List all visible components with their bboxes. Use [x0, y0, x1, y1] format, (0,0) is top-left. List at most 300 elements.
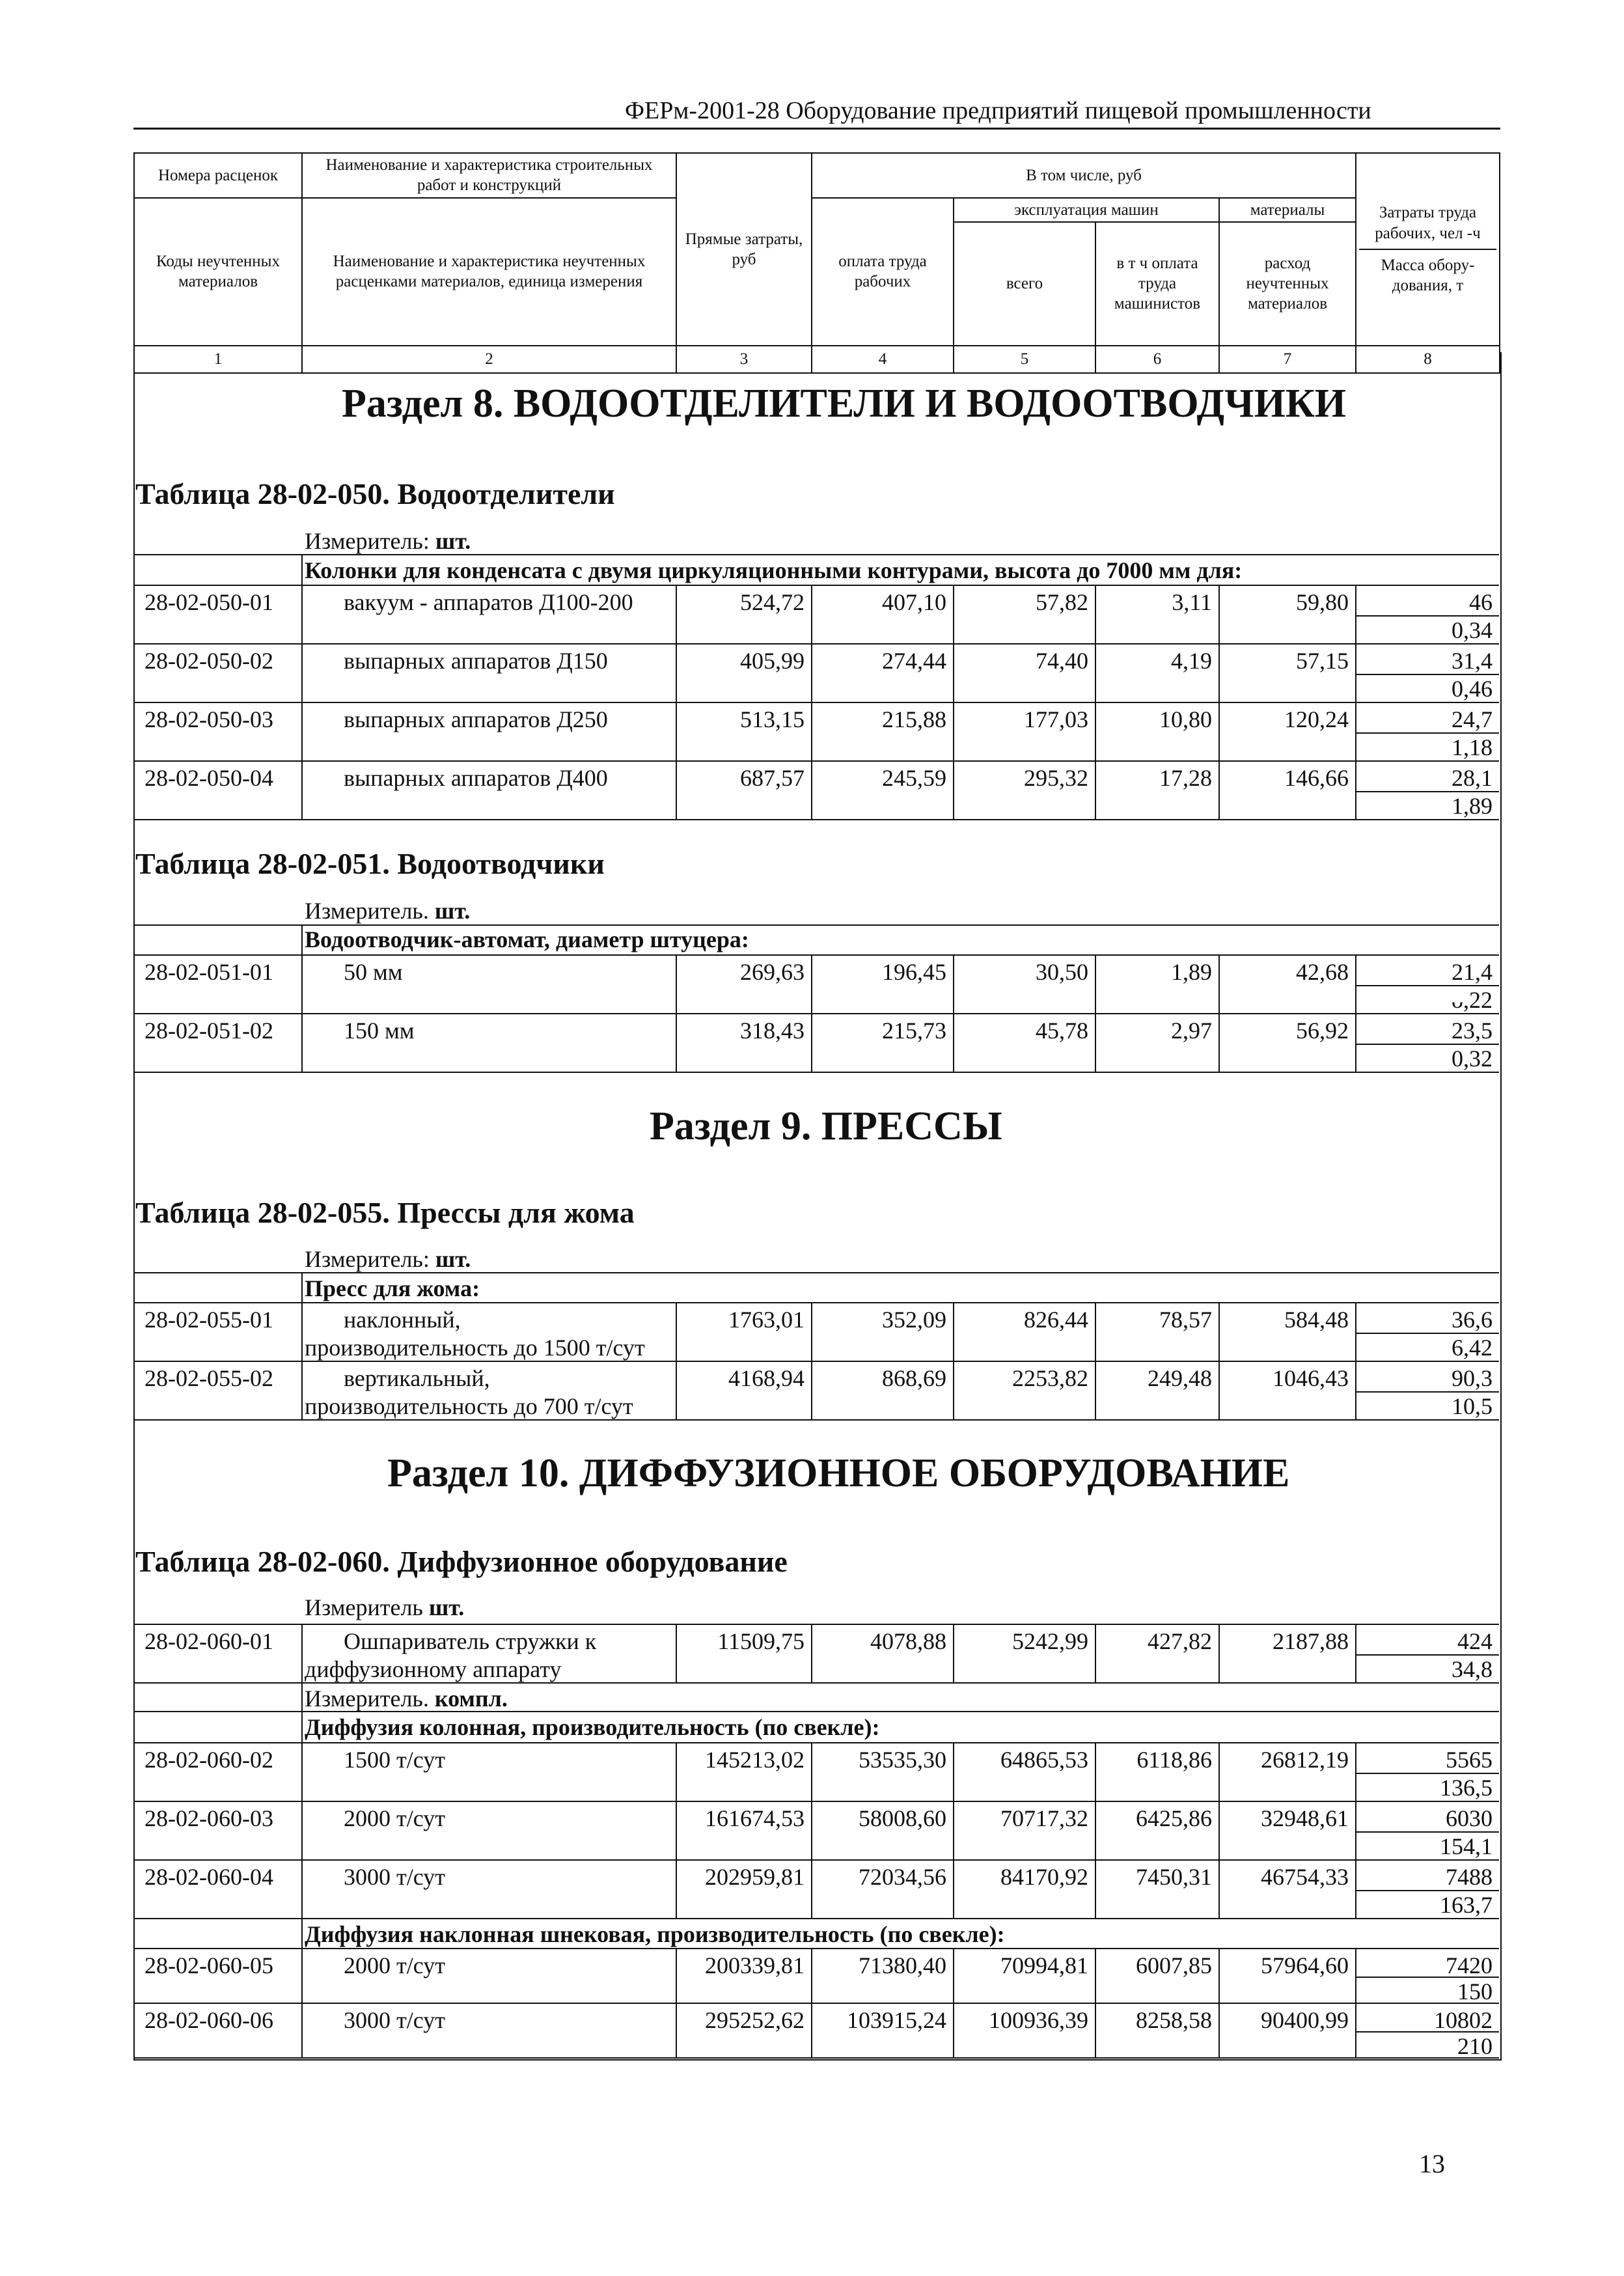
direct-cost: 145213,02 [705, 1747, 805, 1773]
column-rule [301, 643, 303, 702]
column-rule [811, 1859, 812, 1918]
column-rule [1095, 760, 1096, 819]
row-rule [133, 2003, 1499, 2004]
column-rule [811, 1801, 812, 1859]
machine-cost: 70994,81 [1000, 1952, 1088, 1978]
column-rule [953, 1859, 954, 1918]
labor-cost: 352,09 [882, 1307, 946, 1333]
column-rule [1095, 1624, 1096, 1682]
rule [133, 1302, 1499, 1303]
machine-cost: 30,50 [1036, 959, 1088, 985]
machine-cost: 295,32 [1024, 765, 1088, 791]
labor-cost: 58008,60 [859, 1805, 946, 1831]
column-rule [1355, 702, 1356, 760]
column-rule [953, 760, 954, 819]
column-rule [1218, 760, 1220, 819]
column-rule [676, 702, 677, 760]
direct-cost: 202959,81 [705, 1864, 805, 1890]
header-number: 3 [676, 346, 812, 373]
row-rule [133, 819, 1499, 820]
meter-label-text: Измеритель [305, 1594, 429, 1620]
column-rule [811, 1948, 812, 2003]
header-col3: Прямые затраты, руб [676, 153, 812, 346]
machine-cost: 826,44 [1024, 1307, 1088, 1333]
column-rule [676, 1948, 677, 2003]
labor-cost: 53535,30 [859, 1747, 946, 1773]
column-rule [1355, 1801, 1356, 1859]
machine-cost: 5242,99 [1012, 1628, 1088, 1654]
column-rule [676, 1361, 677, 1419]
fraction-rule [1355, 2031, 1499, 2033]
work-name: выпарных аппаратов Д400 [344, 765, 608, 791]
column-rule [301, 1682, 303, 1711]
column-rule [1218, 1859, 1220, 1918]
fraction-rule [1355, 1890, 1499, 1891]
direct-cost: 1763,01 [728, 1307, 805, 1333]
machine-cost: 100936,39 [989, 2007, 1088, 2033]
materials-cost: 2187,88 [1273, 1628, 1349, 1654]
fraction-rule [1355, 985, 1499, 986]
equipment-mass: 210 [1457, 2033, 1493, 2059]
fraction-rule [1355, 791, 1499, 792]
column-rule [301, 1948, 303, 2003]
equipment-mass: 10,5 [1452, 1393, 1493, 1419]
header-number: 6 [1095, 346, 1219, 373]
fraction-rule [1355, 1391, 1499, 1393]
rate-code: 28-02-060-01 [145, 1628, 273, 1654]
column-rule [1218, 643, 1220, 702]
row-rule [133, 1419, 1499, 1421]
operator-cost: 3,11 [1172, 589, 1212, 615]
equipment-mass: 150 [1457, 1978, 1493, 2005]
column-rule [1355, 1948, 1356, 2003]
column-rule [953, 1361, 954, 1419]
operator-cost: 10,80 [1159, 706, 1212, 732]
column-rule [301, 760, 303, 819]
section-title: Раздел 8. ВОДООТДЕЛИТЕЛИ И ВОДООТВОДЧИКИ [342, 382, 1347, 426]
labor-hours: 7420 [1446, 1952, 1493, 1978]
column-rule [301, 2003, 303, 2057]
rate-code: 28-02-051-02 [145, 1018, 273, 1044]
labor-cost: 407,10 [882, 589, 946, 615]
header-col8-top: Затраты труда рабочих, чел -ч [1359, 202, 1496, 250]
labor-cost: 215,88 [882, 706, 946, 732]
operator-cost: 6007,85 [1136, 1952, 1212, 1978]
rule [133, 1742, 1499, 1743]
materials-cost: 57,15 [1296, 648, 1349, 674]
work-name: вакуум - аппаратов Д100-200 [344, 589, 633, 615]
column-rule [301, 1302, 303, 1361]
work-name: 1500 т/сут [344, 1747, 445, 1773]
fraction-rule [1355, 732, 1499, 734]
direct-cost: 269,63 [740, 959, 805, 985]
operator-cost: 6118,86 [1136, 1747, 1212, 1773]
table-title: Таблица 28-02-050. Водоотделители [135, 477, 615, 510]
direct-cost: 200339,81 [705, 1952, 805, 1978]
labor-cost: 71380,40 [859, 1952, 946, 1978]
column-rule [676, 585, 677, 643]
rate-code: 28-02-050-01 [145, 589, 273, 615]
column-rule [1355, 1859, 1356, 1918]
column-rule [811, 1624, 812, 1682]
column-rule [301, 1013, 303, 1072]
materials-cost: 46754,33 [1261, 1864, 1349, 1890]
header-number: 5 [954, 346, 1095, 373]
column-rule [811, 760, 812, 819]
equipment-mass: 34,8 [1452, 1656, 1493, 1682]
rate-code: 28-02-060-05 [145, 1952, 273, 1978]
column-rule [953, 1302, 954, 1361]
machine-cost: 2253,82 [1012, 1365, 1088, 1391]
rate-code: 28-02-050-02 [145, 648, 273, 674]
rule [133, 1948, 1499, 1949]
operator-cost: 6425,86 [1136, 1805, 1212, 1831]
fraction-rule [1355, 1333, 1499, 1334]
column-rule [1218, 1742, 1220, 1801]
labor-hours: 7488 [1446, 1864, 1493, 1890]
direct-cost: 405,99 [740, 648, 805, 674]
rate-code: 28-02-055-02 [145, 1365, 273, 1391]
column-rule [676, 1801, 677, 1859]
column-rule [811, 585, 812, 643]
column-rule [1095, 702, 1096, 760]
labor-hours: 28,1 [1452, 765, 1493, 791]
header-number: 8 [1356, 346, 1500, 373]
rule [133, 1624, 1499, 1625]
row-rule [133, 1361, 1499, 1362]
labor-hours: 10802 [1434, 2007, 1493, 2033]
rate-code: 28-02-055-01 [145, 1307, 273, 1333]
column-rule [301, 1711, 303, 1742]
machine-cost: 74,40 [1036, 648, 1088, 674]
header-incl: В том числе, руб [812, 153, 1356, 198]
row-rule [133, 1801, 1499, 1802]
column-rule [811, 1742, 812, 1801]
column-rule [1218, 1302, 1220, 1361]
column-rule [301, 1272, 303, 1302]
header-machines: эксплуатация машин [954, 198, 1219, 222]
meter-unit: шт. [434, 898, 471, 924]
column-rule [1095, 1361, 1096, 1419]
rate-code: 28-02-060-04 [145, 1864, 273, 1890]
header-col1-bottom: Коды неучтенных материалов [134, 198, 302, 346]
labor-cost: 4078,88 [870, 1628, 946, 1654]
row-rule [133, 702, 1499, 703]
column-rule [1355, 1624, 1356, 1682]
column-rule [953, 1624, 954, 1682]
column-rule [1355, 954, 1356, 1013]
materials-cost: 32948,61 [1261, 1805, 1349, 1831]
column-rule [1095, 1948, 1096, 2003]
equipment-mass: 1,18 [1452, 734, 1493, 760]
column-rule [1095, 1859, 1096, 1918]
column-rule [1218, 702, 1220, 760]
header-col8 [1356, 153, 1500, 346]
work-name: 2000 т/сут [344, 1805, 445, 1831]
fraction-rule [1355, 674, 1499, 675]
column-rule [1218, 1013, 1220, 1072]
labor-hours: 424 [1457, 1628, 1493, 1654]
column-rule [676, 643, 677, 702]
column-rule [953, 585, 954, 643]
machine-cost: 177,03 [1024, 706, 1088, 732]
materials-cost: 120,24 [1284, 706, 1349, 732]
meter-unit: шт. [428, 1594, 465, 1620]
rate-code: 28-02-060-06 [145, 2007, 273, 2033]
header-number: 2 [302, 346, 676, 373]
column-rule [1355, 1361, 1356, 1419]
column-rule [301, 1361, 303, 1419]
column-rule [1355, 643, 1356, 702]
row-rule [133, 1072, 1499, 1073]
labor-cost: 215,73 [882, 1018, 946, 1044]
column-header-table [133, 152, 1500, 374]
direct-cost: 11509,75 [717, 1628, 805, 1654]
group-heading: Пресс для жома: [305, 1275, 480, 1301]
machine-cost: 57,82 [1036, 589, 1088, 615]
column-rule [676, 1624, 677, 1682]
column-rule [301, 1918, 303, 1948]
column-rule [676, 1013, 677, 1072]
work-name: 3000 т/сут [344, 2007, 445, 2033]
work-name: 50 мм [344, 959, 403, 985]
labor-hours: 24,7 [1452, 706, 1493, 732]
fraction-rule [1355, 1773, 1499, 1774]
rate-code: 28-02-051-01 [145, 959, 273, 985]
equipment-mass: 1,89 [1452, 793, 1493, 819]
meter-label [305, 527, 471, 555]
meter-label-text: Измеритель. [305, 898, 435, 924]
machine-cost: 64865,53 [1000, 1747, 1088, 1773]
labor-cost: 274,44 [882, 648, 946, 674]
direct-cost: 4168,94 [728, 1365, 805, 1391]
operator-cost: 7450,31 [1136, 1864, 1212, 1890]
operator-cost: 78,57 [1159, 1307, 1212, 1333]
column-rule [811, 643, 812, 702]
column-rule [811, 702, 812, 760]
rule [133, 1711, 1499, 1712]
column-rule [953, 643, 954, 702]
row-rule [133, 1682, 1499, 1684]
table-title: Таблица 28-02-055. Прессы для жома [135, 1196, 635, 1229]
equipment-mass: 0,34 [1452, 617, 1493, 643]
column-rule [1095, 1742, 1096, 1801]
work-name: выпарных аппаратов Д150 [344, 648, 608, 674]
rule [133, 585, 1499, 586]
column-rule [1095, 2003, 1096, 2057]
operator-cost: 8258,58 [1136, 2007, 1212, 2033]
labor-hours: 23,5 [1452, 1018, 1493, 1044]
meter-label [305, 897, 470, 924]
materials-cost: 584,48 [1284, 1307, 1349, 1333]
group-heading: Водоотводчик-автомат, диаметр штуцера: [305, 926, 749, 952]
row-rule [133, 1918, 1499, 1919]
fraction-rule [1355, 1977, 1499, 1978]
work-name: выпарных аппаратов Д250 [344, 706, 608, 732]
materials-cost: 1046,43 [1273, 1365, 1349, 1391]
direct-cost: 318,43 [740, 1018, 805, 1044]
column-rule [1218, 1948, 1220, 2003]
meter-label-text: Измеритель. [305, 1686, 435, 1712]
direct-cost: 295252,62 [705, 2007, 805, 2033]
machine-cost: 45,78 [1036, 1018, 1088, 1044]
column-rule [811, 954, 812, 1013]
labor-hours: 21,4 [1452, 959, 1493, 985]
column-rule [1095, 1013, 1096, 1072]
rule [133, 954, 1499, 956]
meter-label [305, 1685, 508, 1712]
column-rule [953, 1801, 954, 1859]
column-rule [1218, 1801, 1220, 1859]
meter-unit: шт. [435, 1246, 471, 1272]
fraction-rule [1355, 1044, 1499, 1045]
materials-cost: 57964,60 [1261, 1952, 1349, 1978]
column-rule [1095, 585, 1096, 643]
section-title: Раздел 9. ПРЕССЫ [650, 1104, 1002, 1148]
operator-cost: 249,48 [1148, 1365, 1212, 1391]
rule [133, 554, 1499, 555]
column-rule [1355, 1013, 1356, 1072]
operator-cost: 427,82 [1148, 1628, 1212, 1654]
column-rule [676, 2003, 677, 2057]
column-rule [953, 1948, 954, 2003]
column-rule [953, 954, 954, 1013]
equipment-mass: 154,1 [1440, 1833, 1493, 1859]
operator-cost: 1,89 [1171, 959, 1212, 985]
materials-cost: 59,80 [1296, 589, 1349, 615]
machine-cost: 84170,92 [1000, 1864, 1088, 1890]
labor-hours: 5565 [1446, 1747, 1493, 1773]
work-name: наклонный, [344, 1307, 461, 1333]
table-title: Таблица 28-02-051. Водоотводчики [135, 847, 605, 880]
column-rule [301, 1859, 303, 1918]
column-rule [1355, 1742, 1356, 1801]
column-rule [1095, 1801, 1096, 1859]
column-rule [676, 1742, 677, 1801]
column-rule [1218, 1361, 1220, 1419]
column-rule [953, 2003, 954, 2057]
direct-cost: 161674,53 [705, 1805, 805, 1831]
row-rule [133, 1013, 1499, 1014]
rate-code: 28-02-060-03 [145, 1805, 273, 1831]
meter-unit: шт. [435, 528, 471, 554]
materials-cost: 56,92 [1296, 1018, 1349, 1044]
labor-hours: 36,6 [1452, 1307, 1493, 1333]
work-name: 3000 т/сут [344, 1864, 445, 1890]
column-rule [1355, 760, 1356, 819]
header-col2-top: Наименование и характеристика строительных работ и конструкций [302, 153, 676, 198]
rate-code: 28-02-060-02 [145, 1747, 273, 1773]
column-rule [1095, 1302, 1096, 1361]
column-rule [811, 2003, 812, 2057]
labor-hours: 46 [1469, 589, 1493, 615]
column-rule [1218, 954, 1220, 1013]
group-heading: Диффузия колонная, производительность (по свекле): [305, 1714, 880, 1740]
operator-cost: 2,97 [1171, 1018, 1212, 1044]
column-rule [1355, 2003, 1356, 2057]
equipment-mass: 6,42 [1452, 1335, 1493, 1361]
column-rule [953, 1013, 954, 1072]
work-name: 150 мм [344, 1018, 415, 1044]
column-rule [1355, 585, 1356, 643]
direct-cost: 687,57 [740, 765, 805, 791]
rate-code: 28-02-050-04 [145, 765, 273, 791]
meter-label-text: Измеритель: [305, 1246, 435, 1272]
section-title: Раздел 10. ДИФФУЗИОННОЕ ОБОРУДОВАНИЕ [387, 1451, 1290, 1495]
group-heading: Колонки для конденсата с двумя циркуляционными контурами, высота до 7000 мм для: [305, 557, 1243, 583]
header-number: 7 [1219, 346, 1356, 373]
work-name-line2: производительность до 1500 т/сут [305, 1335, 645, 1361]
equipment-mass: ᴗ,22 [1452, 987, 1493, 1013]
machine-cost: 70717,32 [1000, 1805, 1088, 1831]
meter-unit: компл. [434, 1686, 508, 1712]
work-name: вертикальный, [344, 1365, 490, 1391]
labor-hours: 90,3 [1452, 1365, 1493, 1391]
direct-cost: 524,72 [740, 589, 805, 615]
operator-cost: 17,28 [1159, 765, 1212, 791]
column-rule [301, 954, 303, 1013]
group-heading: Диффузия наклонная шнековая, производительность (по свекле): [305, 1921, 1005, 1947]
column-rule [301, 924, 303, 954]
header-col1-top: Номера расценок [134, 153, 302, 198]
column-rule [1218, 1624, 1220, 1682]
labor-cost: 196,45 [882, 959, 946, 985]
header-col6: в т ч оплата труда машинистов [1095, 222, 1219, 346]
operator-cost: 4,19 [1171, 648, 1212, 674]
row-rule [133, 760, 1499, 762]
column-rule [676, 760, 677, 819]
rule [133, 1272, 1499, 1273]
equipment-mass: 136,5 [1440, 1775, 1493, 1801]
running-head: ФЕРм-2001-28 Оборудование предприятий пищевой промышленности [625, 97, 1371, 124]
column-rule [676, 1302, 677, 1361]
header-number: 1 [134, 346, 302, 373]
row-rule [133, 2057, 1499, 2059]
work-name: 2000 т/сут [344, 1952, 445, 1978]
equipment-mass: 0,46 [1452, 676, 1493, 702]
direct-cost: 513,15 [740, 706, 805, 732]
column-rule [953, 1742, 954, 1801]
header-col5: всего [954, 222, 1095, 346]
materials-cost: 146,66 [1284, 765, 1349, 791]
header-materials: материалы [1219, 198, 1356, 222]
work-name-line2: диффузионному аппарату [305, 1656, 562, 1682]
rate-code: 28-02-050-03 [145, 706, 273, 732]
header-col4: оплата труда рабочих [812, 198, 954, 346]
column-rule [953, 702, 954, 760]
header-col2-bottom: Наименование и характеристика неучтенных расценками материалов, единица измерения [302, 198, 676, 346]
page-number: 13 [1419, 2149, 1445, 2178]
column-rule [811, 1361, 812, 1419]
materials-cost: 42,68 [1296, 959, 1349, 985]
column-rule [301, 585, 303, 643]
column-rule [1218, 585, 1220, 643]
header-number: 4 [812, 346, 954, 373]
labor-cost: 245,59 [882, 765, 946, 791]
column-rule [301, 1624, 303, 1682]
labor-hours: 6030 [1446, 1805, 1493, 1831]
labor-cost: 103915,24 [847, 2007, 946, 2033]
materials-cost: 26812,19 [1261, 1747, 1349, 1773]
column-rule [1355, 1302, 1356, 1361]
column-rule [301, 1742, 303, 1801]
column-rule [811, 1013, 812, 1072]
fraction-rule [1355, 1654, 1499, 1656]
meter-label [305, 1594, 464, 1621]
column-rule [1095, 643, 1096, 702]
row-rule [133, 643, 1499, 645]
column-rule [301, 702, 303, 760]
